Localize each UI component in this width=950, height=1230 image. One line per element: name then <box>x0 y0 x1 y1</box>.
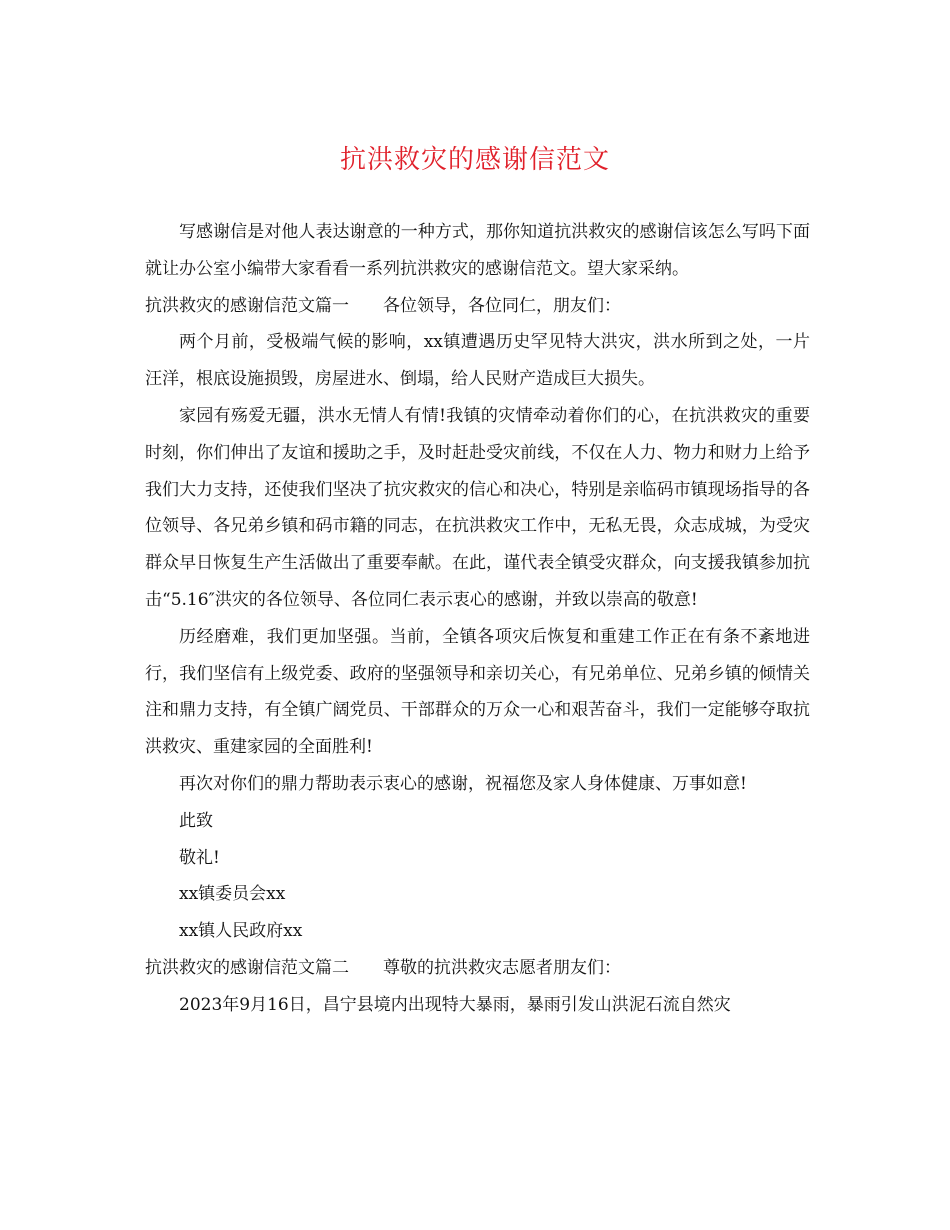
section2-heading: 抗洪救灾的感谢信范文篇二 <box>145 957 349 978</box>
closing-salutation: 此致 <box>179 810 213 831</box>
section2-paragraph-1: 2023年9月16日，昌宁县境内出现特大暴雨，暴雨引发山洪泥石流自然灾 <box>179 994 731 1015</box>
intro-paragraph: 写感谢信是对他人表达谢意的一种方式，那你知道抗洪救灾的感谢信该怎么写吗下面就让办公室小编带大家看看一系列抗洪救灾的感谢信范文。望大家采纳。 <box>145 222 810 279</box>
section1-paragraph-3: 历经磨难，我们更加坚强。当前，全镇各项灾后恢复和重建工作正在有条不紊地进行，我们坚信有上级党委、政府的坚强领导和亲切关心，有兄弟单位、兄弟乡镇的倾情关注和鼎力支持，有全镇广阔党员、干部群众的万众一心和艰苦奋斗，我们一定能够夺取抗洪救灾、重建家园的全面胜利! <box>145 626 810 758</box>
section2-heading-line <box>145 950 810 987</box>
signature-government: xx镇人民政府xx <box>179 921 303 942</box>
closing-regards: 敬礼! <box>179 847 220 868</box>
section1-heading: 抗洪救灾的感谢信范文篇一 <box>145 295 349 316</box>
signature-committee: xx镇委员会xx <box>179 884 286 905</box>
section1-heading-line <box>145 288 810 325</box>
section1-paragraph-4: 再次对你们的鼎力帮助表示衷心的感谢，祝福您及家人身体健康、万事如意! <box>179 773 747 794</box>
section1-paragraph-1: 两个月前，受极端气候的影响，xx镇遭遇历史罕见特大洪灾，洪水所到之处，一片汪洋，根底设施损毁，房屋进水、倒塌，给人民财产造成巨大损失。 <box>145 332 810 390</box>
section1-paragraph-2: 家园有殇爱无疆，洪水无情人有情!我镇的灾情牵动着你们的心，在抗洪救灾的重要时刻，你们伸出了友谊和援助之手，及时赶赴受灾前线，不仅在人力、物力和财力上给予我们大力支持，还使我们坚决了抗灾救灾的信心和决心，特别是亲临码市镇现场指导的各位领导、各兄弟乡镇和码市籍的同志，在抗洪救灾工作中，无私无畏，众志成城，为受灾群众早日恢复生产生活做出了重要奉献。在此，谨代表全镇受灾群众，向支援我镇参加抗击“5.16″洪灾的各位领导、各位同仁表示衷心的感谢，并致以崇高的敬意! <box>145 405 810 610</box>
section2-greeting: 尊敬的抗洪救灾志愿者朋友们： <box>383 957 621 978</box>
document-body <box>145 214 810 1024</box>
section1-greeting: 各位领导，各位同仁，朋友们： <box>383 295 621 316</box>
document-title: 抗洪救灾的感谢信范文 <box>339 145 610 175</box>
